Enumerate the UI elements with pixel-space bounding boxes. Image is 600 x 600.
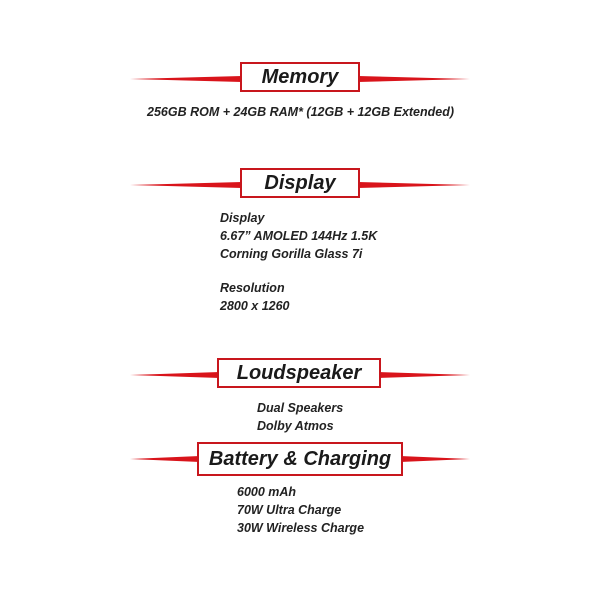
memory-title-box [240, 62, 360, 92]
display-specs [220, 209, 377, 315]
battery-left-accent-bar [130, 456, 200, 462]
loudspeaker-spec-line: Dolby Atmos [257, 419, 334, 433]
display-spec-line: Corning Gorilla Glass 7i [220, 247, 363, 261]
display-title: Display [264, 171, 336, 194]
memory-title: Memory [261, 65, 339, 88]
loudspeaker-left-accent-bar [130, 372, 220, 378]
battery-header [0, 442, 600, 476]
battery-spec-line: 30W Wireless Charge [237, 521, 365, 535]
display-title-box [240, 168, 360, 198]
loudspeaker-header [0, 358, 600, 392]
battery-spec-line: 70W Ultra Charge [237, 503, 342, 517]
loudspeaker-specs [257, 399, 343, 435]
loudspeaker-title-box [217, 358, 381, 388]
memory-spec-line: 256GB ROM + 24GB RAM* (12GB + 12GB Extended) [147, 105, 455, 119]
battery-title: Battery & Charging [208, 447, 392, 470]
display-spec-line: 6.67” AMOLED 144Hz 1.5K [220, 229, 378, 243]
memory-right-accent-bar [358, 76, 470, 82]
loudspeaker-spec-line: Dual Speakers [257, 401, 344, 415]
battery-specs [237, 483, 364, 537]
loudspeaker-right-accent-bar [378, 372, 470, 378]
battery-right-accent-bar [400, 456, 470, 462]
resolution-label: Resolution [220, 281, 285, 295]
display-right-accent-bar [358, 182, 470, 188]
memory-left-accent-bar [130, 76, 242, 82]
memory-header [0, 62, 600, 96]
resolution-value: 2800 x 1260 [220, 299, 290, 313]
battery-title-box [197, 442, 403, 476]
display-spec-line: Display [220, 211, 265, 225]
display-left-accent-bar [130, 182, 242, 188]
battery-spec-line: 6000 mAh [237, 485, 297, 499]
loudspeaker-title: Loudspeaker [236, 361, 362, 384]
memory-specs [147, 103, 454, 121]
display-header [0, 168, 600, 202]
